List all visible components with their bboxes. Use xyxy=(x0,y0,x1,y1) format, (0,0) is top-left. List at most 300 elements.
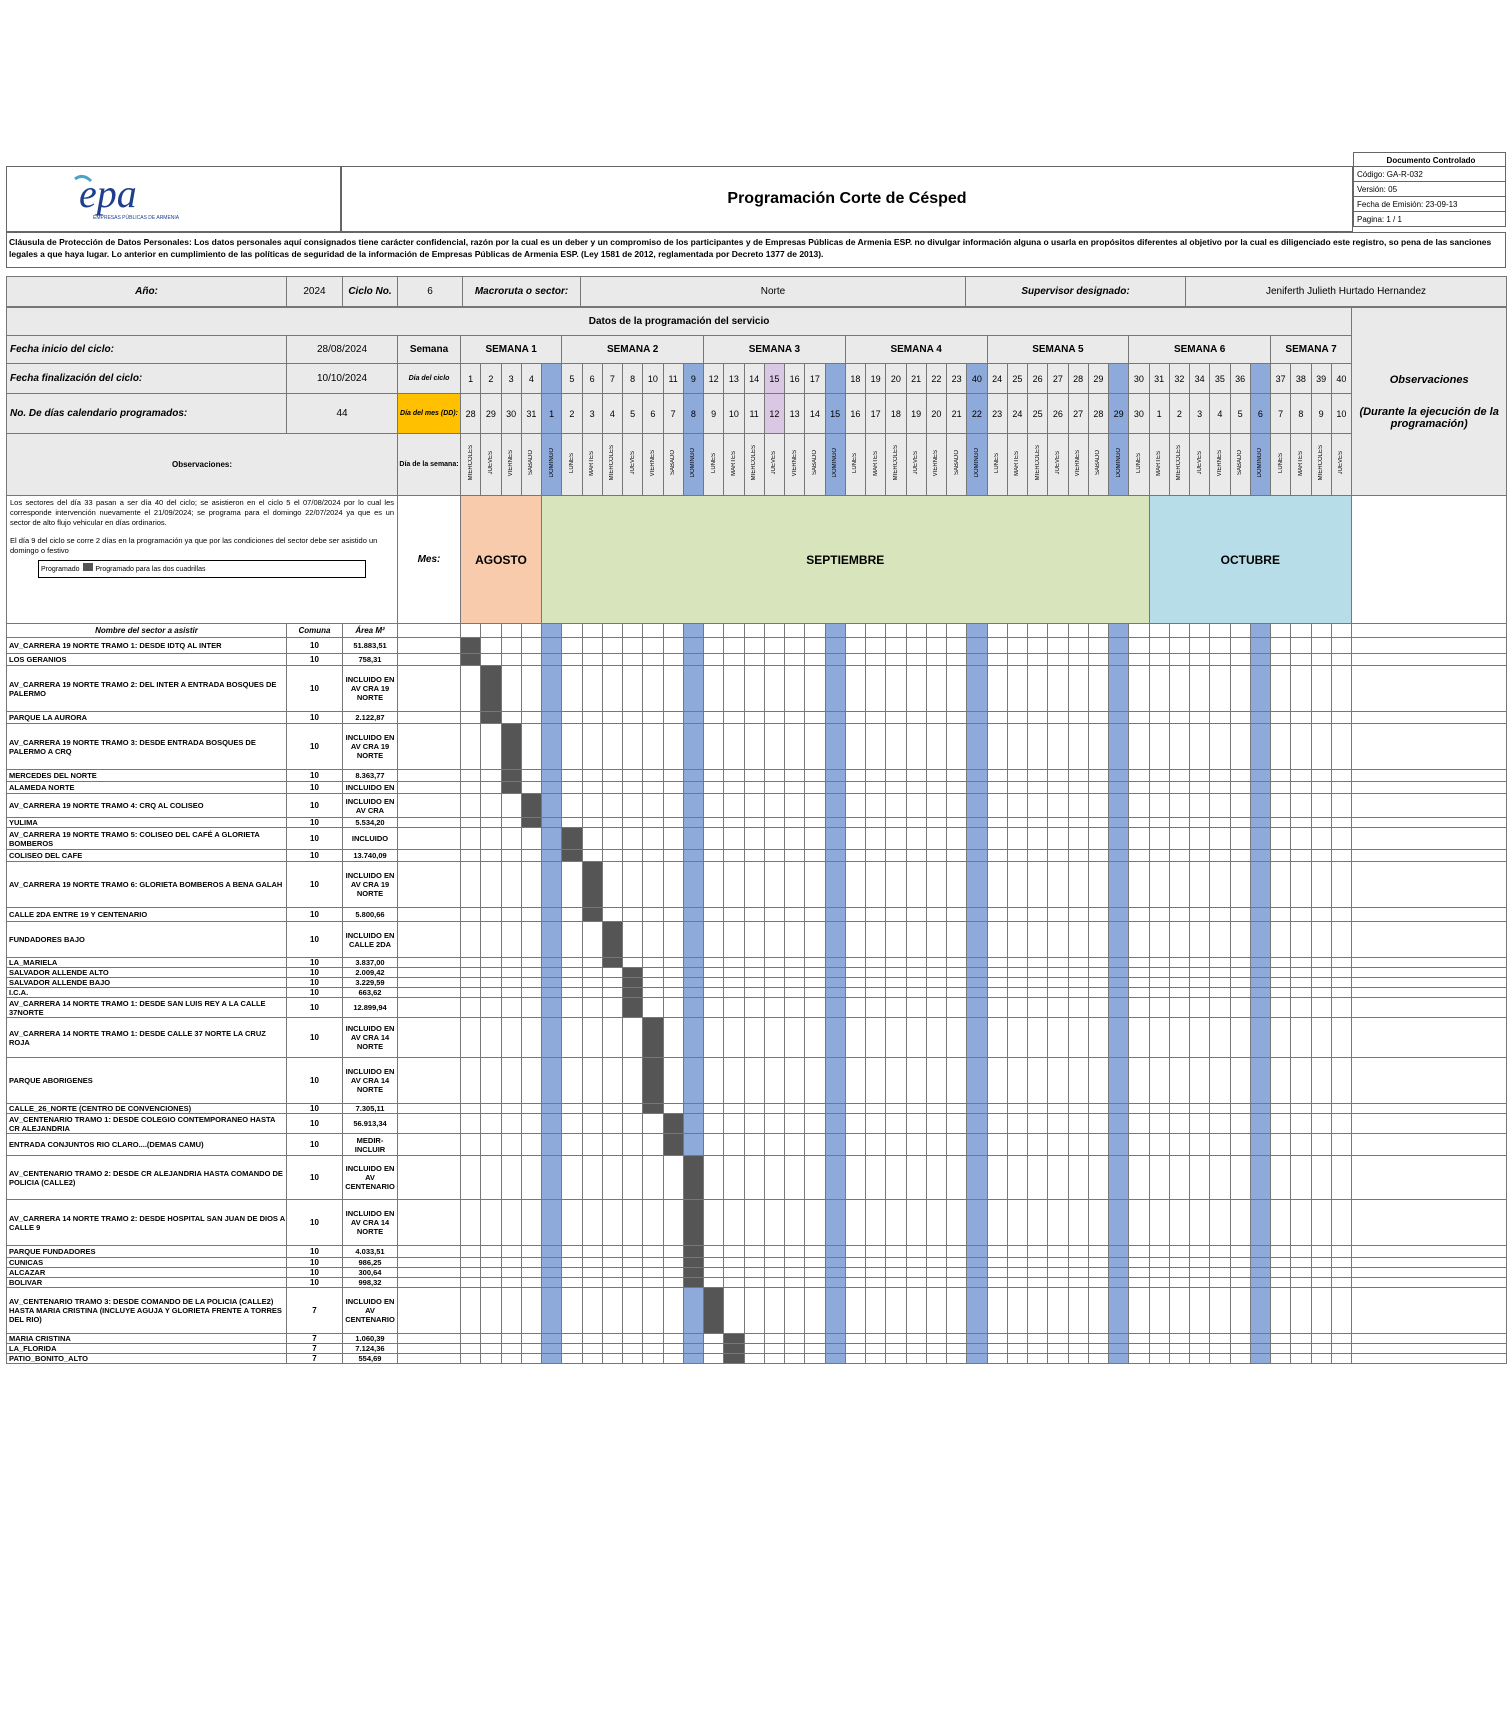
day-cell xyxy=(1230,1200,1250,1246)
day-cell xyxy=(643,1334,663,1344)
day-cell xyxy=(845,828,865,850)
day-cell xyxy=(542,958,562,968)
day-cell xyxy=(785,666,805,712)
day-cell xyxy=(886,1058,906,1104)
day-cell xyxy=(1250,666,1270,712)
day-cell xyxy=(1210,998,1230,1018)
day-cell xyxy=(886,978,906,988)
day-cell xyxy=(481,908,501,922)
day-cell xyxy=(866,1114,886,1134)
day-cell xyxy=(1169,1246,1189,1258)
day-cell xyxy=(845,1268,865,1278)
obs-sub: (Durante la ejecución de la programación) xyxy=(1359,405,1499,430)
programmed-cell xyxy=(481,666,501,712)
col-name-header: Nombre del sector a asistir xyxy=(7,624,287,638)
day-cell xyxy=(1007,922,1027,958)
day-cell xyxy=(1169,1134,1189,1156)
day-cell xyxy=(785,1334,805,1344)
day-cell xyxy=(1007,958,1027,968)
day-cell xyxy=(744,1114,764,1134)
day-cell xyxy=(1028,850,1048,862)
cycle-day: 28 xyxy=(1068,364,1088,394)
day-cell xyxy=(1210,794,1230,818)
day-cell xyxy=(785,724,805,770)
day-cell xyxy=(1068,770,1088,782)
day-cell xyxy=(1129,770,1149,782)
sector-area: INCLUIDO EN AV CRA 19 NORTE xyxy=(343,724,398,770)
day-cell xyxy=(1210,1104,1230,1114)
day-cell xyxy=(461,1278,481,1288)
day-cell xyxy=(1230,818,1250,828)
day-cell xyxy=(1250,770,1270,782)
day-cell xyxy=(1088,998,1108,1018)
day-cell xyxy=(704,908,724,922)
month-day: 15 xyxy=(825,394,845,434)
day-cell xyxy=(1149,1344,1169,1354)
day-cell xyxy=(602,1156,622,1200)
day-cell xyxy=(764,818,784,828)
supervisor-value: Jeniferth Julieth Hurtado Hernandez xyxy=(1186,277,1507,307)
day-cell xyxy=(724,922,744,958)
day-cell xyxy=(764,1288,784,1334)
month-day: 9 xyxy=(704,394,724,434)
day-cell xyxy=(481,998,501,1018)
day-cell xyxy=(947,922,967,958)
month-day: 5 xyxy=(623,394,643,434)
weekday xyxy=(1230,434,1250,496)
day-cell xyxy=(1230,908,1250,922)
day-cell xyxy=(1048,988,1068,998)
logo xyxy=(6,166,341,232)
cycle-day: 38 xyxy=(1291,364,1311,394)
day-cell xyxy=(562,1104,582,1114)
day-cell xyxy=(602,908,622,922)
month-day: 25 xyxy=(1028,394,1048,434)
day-cell xyxy=(845,724,865,770)
day-cell xyxy=(906,818,926,828)
cycle-day: 16 xyxy=(785,364,805,394)
day-cell xyxy=(1331,922,1351,958)
day-cell xyxy=(582,1058,602,1104)
day-cell xyxy=(481,1114,501,1134)
day-cell xyxy=(1230,1246,1250,1258)
day-cell xyxy=(562,1114,582,1134)
day-cell xyxy=(906,998,926,1018)
day-cell xyxy=(764,654,784,666)
day-cell xyxy=(704,1114,724,1134)
weekday-text: DOMINGO xyxy=(832,448,839,478)
day-cell xyxy=(906,724,926,770)
day-cell xyxy=(926,1200,946,1246)
day-cell xyxy=(1230,666,1250,712)
weekday xyxy=(1088,434,1108,496)
sector-area: 4.033,51 xyxy=(343,1246,398,1258)
programmed-cell xyxy=(501,770,521,782)
day-cell xyxy=(1190,794,1210,818)
day-cell xyxy=(643,828,663,850)
end-label: Fecha finalización del ciclo: xyxy=(7,364,287,394)
weekday-text: MARTES xyxy=(1014,450,1021,476)
sector-comuna: 10 xyxy=(287,1104,343,1114)
obs-cell xyxy=(1352,496,1507,624)
programmed-cell xyxy=(663,1134,683,1156)
day-cell xyxy=(845,862,865,908)
day-cell xyxy=(1149,988,1169,998)
day-cell xyxy=(562,770,582,782)
sector-comuna: 10 xyxy=(287,958,343,968)
day-cell xyxy=(1210,1288,1230,1334)
sector-area: 7.305,11 xyxy=(343,1104,398,1114)
day-cell xyxy=(1068,1058,1088,1104)
day-cell xyxy=(1129,782,1149,794)
day-cell xyxy=(744,908,764,922)
day-cell xyxy=(1230,1156,1250,1200)
day-cell xyxy=(643,666,663,712)
day-cell xyxy=(643,1354,663,1364)
day-cell xyxy=(1088,1018,1108,1058)
day-cell xyxy=(683,1344,703,1354)
sector-name: I.C.A. xyxy=(7,988,287,998)
day-cell xyxy=(643,1246,663,1258)
day-cell xyxy=(501,1134,521,1156)
day-cell xyxy=(805,1334,825,1344)
day-cell xyxy=(785,712,805,724)
end-value: 10/10/2024 xyxy=(287,364,398,394)
day-cell xyxy=(967,922,987,958)
route-value: Norte xyxy=(581,277,966,307)
day-cell xyxy=(967,978,987,988)
sector-area: 986,25 xyxy=(343,1258,398,1268)
day-cell xyxy=(866,638,886,654)
day-cell xyxy=(562,1258,582,1268)
day-cell xyxy=(947,998,967,1018)
day-cell xyxy=(1169,724,1189,770)
days-label: No. De días calendario programados: xyxy=(7,394,287,434)
day-cell xyxy=(764,968,784,978)
obs-cell xyxy=(1352,724,1507,770)
day-cell xyxy=(1210,666,1230,712)
day-cell xyxy=(906,666,926,712)
weekday-text: SABADO xyxy=(1095,450,1102,476)
day-cell xyxy=(947,1344,967,1354)
day-cell xyxy=(1129,968,1149,978)
programmed-cell xyxy=(683,1268,703,1278)
day-cell xyxy=(602,968,622,978)
day-cell xyxy=(967,988,987,998)
day-cell xyxy=(1129,654,1149,666)
weekday xyxy=(501,434,521,496)
sector-area: INCLUIDO EN AV CRA 14 NORTE xyxy=(343,1200,398,1246)
day-cell xyxy=(805,770,825,782)
day-cell xyxy=(542,908,562,922)
day-cell xyxy=(926,1134,946,1156)
day-cell xyxy=(542,724,562,770)
day-cell xyxy=(947,828,967,850)
day-cell xyxy=(1230,978,1250,988)
day-cell xyxy=(1088,724,1108,770)
day-cell xyxy=(704,1058,724,1104)
day-cell xyxy=(521,770,541,782)
day-cell xyxy=(1190,850,1210,862)
day-cell xyxy=(845,1156,865,1200)
day-cell xyxy=(785,1134,805,1156)
legend xyxy=(38,560,366,578)
weekday-text: SABADO xyxy=(811,450,818,476)
day-cell xyxy=(1250,968,1270,978)
day-cell xyxy=(1311,724,1331,770)
day-cell xyxy=(967,1288,987,1334)
day-cell xyxy=(825,1114,845,1134)
day-cell xyxy=(1028,724,1048,770)
day-cell xyxy=(1331,998,1351,1018)
day-cell xyxy=(1250,908,1270,922)
day-cell xyxy=(663,1334,683,1344)
day-cell xyxy=(501,988,521,998)
month-day: 3 xyxy=(1190,394,1210,434)
day-cell xyxy=(1169,818,1189,828)
day-cell xyxy=(461,818,481,828)
day-cell xyxy=(785,978,805,988)
weekday-text: LUNES xyxy=(1135,452,1142,473)
day-cell xyxy=(704,1334,724,1344)
programmed-cell xyxy=(501,724,521,770)
day-cell xyxy=(926,1246,946,1258)
day-cell xyxy=(704,1258,724,1268)
day-cell xyxy=(926,1104,946,1114)
day-cell xyxy=(1250,988,1270,998)
day-cell xyxy=(845,968,865,978)
day-cell xyxy=(602,998,622,1018)
day-cell xyxy=(764,1334,784,1344)
weekday xyxy=(744,434,764,496)
sector-name: AV_CARRERA 14 NORTE TRAMO 1: DESDE CALLE 37 NORTE LA CRUZ ROJA xyxy=(7,1018,287,1058)
day-cell xyxy=(886,998,906,1018)
day-cell xyxy=(683,958,703,968)
day-cell xyxy=(461,908,481,922)
day-cell xyxy=(602,782,622,794)
day-cell xyxy=(1129,794,1149,818)
day-cell xyxy=(987,770,1007,782)
obs-cell xyxy=(1352,1344,1507,1354)
day-cell xyxy=(1271,1114,1291,1134)
day-cell xyxy=(602,1354,622,1364)
day-cell xyxy=(866,850,886,862)
day-cell xyxy=(501,1354,521,1364)
day-cell xyxy=(1331,712,1351,724)
day-cell xyxy=(1331,1058,1351,1104)
day-cell xyxy=(582,850,602,862)
day-cell xyxy=(886,1246,906,1258)
day-cell xyxy=(906,1246,926,1258)
day-cell xyxy=(805,908,825,922)
day-cell xyxy=(886,1114,906,1134)
day-cell xyxy=(663,922,683,958)
day-cell xyxy=(805,998,825,1018)
day-cell xyxy=(461,1354,481,1364)
day-cell xyxy=(501,862,521,908)
day-cell xyxy=(1068,794,1088,818)
day-cell xyxy=(683,988,703,998)
day-cell xyxy=(1028,666,1048,712)
day-cell xyxy=(744,638,764,654)
day-cell xyxy=(825,638,845,654)
day-cell xyxy=(845,1058,865,1104)
day-cell xyxy=(623,782,643,794)
day-cell xyxy=(643,818,663,828)
month-day: 20 xyxy=(926,394,946,434)
day-cell xyxy=(866,988,886,998)
day-cell xyxy=(906,978,926,988)
day-cell xyxy=(562,818,582,828)
day-cell xyxy=(1129,1156,1149,1200)
day-cell xyxy=(663,1246,683,1258)
sector-name: AV_CENTENARIO TRAMO 2: DESDE CR ALEJANDRIA HASTA COMANDO DE POLICIA (CALLE2) xyxy=(7,1156,287,1200)
day-cell xyxy=(886,1288,906,1334)
month-day: 2 xyxy=(1169,394,1189,434)
day-cell xyxy=(744,1354,764,1364)
day-cell xyxy=(1169,922,1189,958)
day-cell xyxy=(1129,638,1149,654)
day-cell xyxy=(1109,638,1129,654)
day-cell xyxy=(481,1268,501,1278)
day-cell xyxy=(542,978,562,988)
day-cell xyxy=(461,770,481,782)
day-cell xyxy=(1007,850,1027,862)
day-cell xyxy=(1068,1288,1088,1334)
day-cell xyxy=(663,724,683,770)
day-cell xyxy=(1169,1058,1189,1104)
day-cell xyxy=(643,770,663,782)
day-cell xyxy=(724,1258,744,1268)
day-cell xyxy=(1271,724,1291,770)
day-cell xyxy=(724,1018,744,1058)
cycle-day: 26 xyxy=(1028,364,1048,394)
day-cell xyxy=(1109,850,1129,862)
svg-text:epa: epa xyxy=(79,171,137,216)
day-cell xyxy=(501,1246,521,1258)
cycle-day: 14 xyxy=(744,364,764,394)
day-cell xyxy=(1169,1200,1189,1246)
day-cell xyxy=(1311,1058,1331,1104)
day-cell xyxy=(866,666,886,712)
obs-cell xyxy=(1352,1354,1507,1364)
obs-cell xyxy=(1352,968,1507,978)
day-cell xyxy=(825,1200,845,1246)
day-cell xyxy=(724,1268,744,1278)
day-cell xyxy=(1028,770,1048,782)
weekday xyxy=(1048,434,1068,496)
day-cell xyxy=(947,712,967,724)
day-cell xyxy=(623,922,643,958)
obs-cell xyxy=(1352,1104,1507,1114)
day-cell xyxy=(825,908,845,922)
day-cell xyxy=(785,1344,805,1354)
day-cell xyxy=(1331,818,1351,828)
day-cell xyxy=(724,1104,744,1114)
day-cell xyxy=(1210,862,1230,908)
day-cell xyxy=(845,654,865,666)
day-cell xyxy=(1311,654,1331,666)
cycle-day: 3 xyxy=(501,364,521,394)
day-cell xyxy=(1230,1344,1250,1354)
day-cell xyxy=(845,908,865,922)
day-cell xyxy=(1007,1134,1027,1156)
day-cell xyxy=(1007,1344,1027,1354)
sector-comuna: 10 xyxy=(287,1114,343,1134)
day-cell xyxy=(825,1334,845,1344)
day-cell xyxy=(866,828,886,850)
day-cell xyxy=(1129,1104,1149,1114)
day-cell xyxy=(724,818,744,828)
day-cell xyxy=(1210,1246,1230,1258)
day-cell xyxy=(481,922,501,958)
cycle-day xyxy=(1109,364,1129,394)
day-cell xyxy=(1149,712,1169,724)
obs-cell xyxy=(1352,988,1507,998)
programmed-cell xyxy=(683,1278,703,1288)
day-cell xyxy=(886,654,906,666)
day-cell xyxy=(1088,1156,1108,1200)
day-cell xyxy=(562,638,582,654)
day-cell xyxy=(562,958,582,968)
day-cell xyxy=(1169,850,1189,862)
day-cell xyxy=(461,1058,481,1104)
cycle-day: 13 xyxy=(724,364,744,394)
day-cell xyxy=(1129,958,1149,968)
day-cell xyxy=(1088,978,1108,988)
day-cell xyxy=(845,666,865,712)
day-cell xyxy=(1007,908,1027,922)
sector-name: BOLIVAR xyxy=(7,1278,287,1288)
day-cell xyxy=(683,638,703,654)
day-cell xyxy=(1311,998,1331,1018)
day-cell xyxy=(764,978,784,988)
day-cell xyxy=(461,1268,481,1278)
day-cell xyxy=(1088,782,1108,794)
sector-name: AV_CARRERA 14 NORTE TRAMO 2: DESDE HOSPITAL SAN JUAN DE DIOS A CALLE 9 xyxy=(7,1200,287,1246)
day-cell xyxy=(764,666,784,712)
day-cell xyxy=(805,1354,825,1364)
day-cell xyxy=(1149,862,1169,908)
weekday-text: SABADO xyxy=(670,450,677,476)
day-cell xyxy=(542,1334,562,1344)
day-cell xyxy=(461,862,481,908)
day-cell xyxy=(1149,782,1169,794)
day-cell xyxy=(521,782,541,794)
day-cell xyxy=(1007,794,1027,818)
day-cell xyxy=(1230,724,1250,770)
weekday xyxy=(987,434,1007,496)
weekday xyxy=(643,434,663,496)
day-cell xyxy=(1271,1018,1291,1058)
day-cell xyxy=(582,638,602,654)
cycle-day: 23 xyxy=(947,364,967,394)
day-cell xyxy=(1149,1278,1169,1288)
day-cell xyxy=(967,666,987,712)
day-cell xyxy=(602,1268,622,1278)
day-cell xyxy=(825,1288,845,1334)
day-cell xyxy=(1007,782,1027,794)
day-cell xyxy=(501,850,521,862)
day-cell xyxy=(623,908,643,922)
day-cell xyxy=(1250,818,1270,828)
weekday-label: Día de la semana: xyxy=(398,434,461,496)
cycle-day xyxy=(825,364,845,394)
day-cell xyxy=(1291,1268,1311,1278)
day-cell xyxy=(724,712,744,724)
sector-area: INCLUIDO EN AV CRA 19 NORTE xyxy=(343,862,398,908)
obs-cell xyxy=(1352,770,1507,782)
